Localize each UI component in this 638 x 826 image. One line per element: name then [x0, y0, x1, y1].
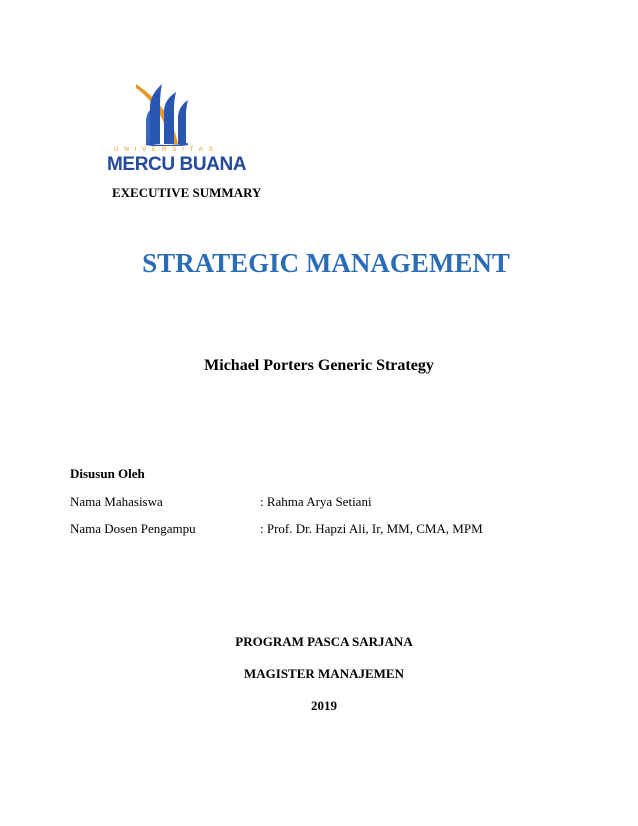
document-subtitle: Michael Porters Generic Strategy: [204, 357, 434, 374]
document-type-heading: EXECUTIVE SUMMARY: [112, 185, 262, 200]
footer-year: 2019: [311, 698, 337, 713]
footer-program: PROGRAM PASCA SARJANA: [235, 634, 413, 649]
university-logo: [106, 82, 247, 178]
student-name-label: Nama Mahasiswa: [70, 494, 163, 509]
prepared-by-heading: Disusun Oleh: [70, 466, 145, 481]
lecturer-name-value: : Prof. Dr. Hapzi Ali, Ir, MM, CMA, MPM: [260, 521, 483, 536]
logo-university-name: MERCU BUANA: [107, 154, 247, 175]
student-name-value: : Rahma Arya Setiani: [260, 494, 372, 509]
lecturer-name-label: Nama Dosen Pengampu: [70, 521, 196, 536]
logo-emblem-icon: [106, 82, 234, 146]
document-title: STRATEGIC MANAGEMENT: [142, 248, 510, 278]
footer-department: MAGISTER MANAJEMEN: [244, 666, 404, 681]
logo-university-label: UNIVERSITAS: [114, 146, 219, 153]
